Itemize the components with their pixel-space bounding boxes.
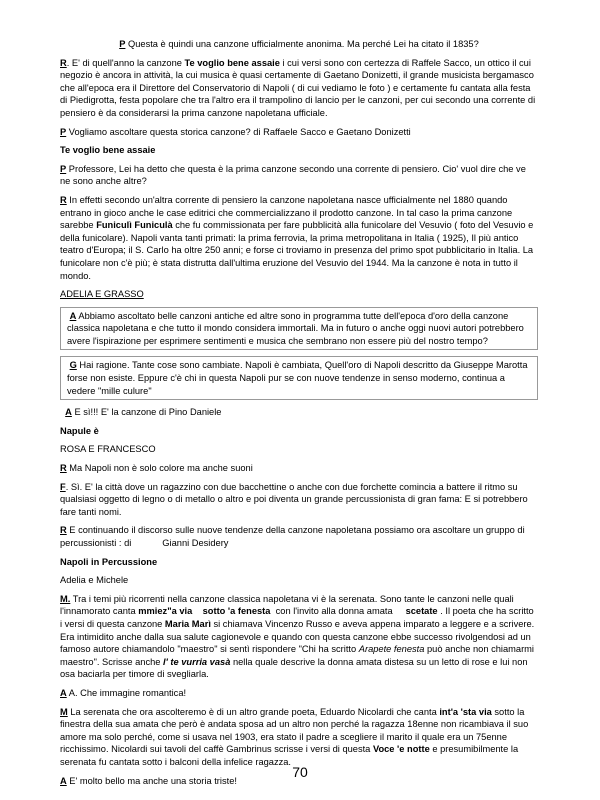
speaker-label: A [65,407,72,418]
question-new-authors [60,307,538,351]
paragraph-text: con l'invito alla donna amata [270,606,406,617]
answer-percussion [60,481,538,519]
answer-mille-culure [60,356,538,400]
song-title: Te voglio bene assaie [184,57,280,68]
song-heading: Napule è [60,425,99,436]
question-other-currents [60,163,538,188]
paragraph-text: Vogliamo ascoltare questa storica canzone? di Raffaele Sacco e Gaetano Donizetti [66,126,411,137]
speaker-label: F [60,481,66,492]
paragraph-text: si chiamava Vincenzo Russo e aveva appena imparato a leggere e a scrivere. Era intimidito anche dalla sua salute cagionevole e quando con questa canzone ebbe successo rivolgendosi ad un famoso autore chiamandolo "maestro" si sentì rispondere "Chi ha scritto [60,618,535,655]
speaker-label: M [60,706,68,717]
paragraph-text: In effetti secondo un'altra corrente di pensiero la canzone napoletana nasce ufficialmente nel 1880 quando entrano in gioco anche le case editrici che commercializzano il prodotto canzone. In tal caso la prima canzone sarebbe [60,194,513,231]
paragraph-text: Professore, Lei ha detto che questa è la prima canzone secondo una corrente di pensiero. Cio' vuol dire che ve ne sono anche altre? [60,163,526,187]
song-title: int'a 'sta via [439,706,492,717]
paragraph-text: . E' di quell'anno la canzone [66,57,185,68]
paragraph-text: E sì!!! E' la canzone di Pino Daniele [71,407,222,418]
answer-te-voglio-bene [60,57,538,120]
song-title: Funiculì Funiculà [96,220,173,231]
speaker-label: R [60,57,67,68]
paragraph-text: E continuando il discorso sulle nuove tendenze della canzone napoletana possiamo ora ascoltare un gruppo di percussionisti : di Gianni Desidery [60,525,528,548]
paragraph-text: sotto la finestra della sua amata che però è andata sposa ad un altro non perché la ragazza 18enne non ricambiava il suo amore ma solo perché, come si usava nel 1903, era stato il padre a scegliere il marito il quale era un 75enne ricchissimo. Nicolardi sui tavoli del caffè Gambrinus scrisse i versi di questa [60,706,529,755]
page-number: 70 [292,764,308,780]
paragraph-text: . Sì. E' la città dove un ragazzino con due bacchettine o anche con due forchette comincia a battere il ritmo su qualsiasi oggetto di legno o di metallo o altro e poi diventa un grande percussionista di gran fama: E si potrebbero fare tanti nomi. [60,481,528,517]
paragraph-text: . Il poeta che ha scritto i versi di questa canzone [60,606,534,629]
paragraph-text: La serenata che ora ascolteremo è di un altro grande poeta, Eduardo Nicolardi che canta [67,706,440,717]
remark-romantic [60,687,538,700]
song-title: Voce 'e notte [372,744,430,755]
song-title: Arapete fenesta [358,644,425,655]
answer-serenata [60,593,538,681]
remark-percussion-group [60,524,538,549]
paragraph-text: nella quale descrive la donna amata distesa su un letto di rose e lui non osa baciarla per timore di svegliarla. [60,656,528,680]
section-speakers: ROSA E FRANCESCO [60,444,156,455]
section-speakers: ADELIA E GRASSO [60,289,144,300]
document-page [60,38,538,793]
remark-suoni [60,462,538,475]
speaker-label: R [60,194,67,205]
section-speakers: Adelia e Michele [60,575,129,586]
paragraph-text: Hai ragione. Tante cose sono cambiate. Napoli è cambiata, Quell'oro di Napoli descritto da Giuseppe Marotta forse non esiste. Eppure c'è chi in questa Napoli pur se con nuove tendenze in senso moderno, continua a vedere "mille culure" [67,360,528,396]
paragraph-text: Questa è quindi una canzone ufficialmente anonima. Ma perché Lei ha citato il 1835? [125,39,479,49]
paragraph-text: Ma Napoli non è solo colore ma anche suoni [66,463,253,474]
speaker-label: R [60,525,67,536]
song-title: mmiez"a via sotto 'a fenesta [138,606,271,617]
speaker-label: P [119,39,126,49]
song-heading: Napoli in Percussione [60,556,158,567]
question-listen [60,126,538,139]
speaker-label: A [69,310,77,321]
question-1835 [60,38,538,51]
song-title: Maria Marì [164,618,211,629]
paragraph-text: può anche non chiamarmi maestro". Scrisse anche [60,644,534,667]
answer-funicolare [60,194,538,282]
paragraph-text: e presumibilmente la serenata fu cantata sotto i balconi della infelice ragazza. [60,744,519,767]
song-title: l' te vurria vasà [163,656,231,667]
speaker-label: A [60,687,67,698]
speaker-label: P [60,126,67,137]
paragraph-text: Abbiamo ascoltato belle canzoni antiche ed altre sono in programma tutte dell'epoca d'oro della canzone classica napoletana e che tutto il mondo considera immortali. Ma in futuro o anche oggi nuovi autori potrebbero avere l'ispirazione per esprimere sentimenti e musica che sembrano non essere più del nostro tempo? [67,310,524,346]
paragraph-text: A. Che immagine romantica! [66,687,187,698]
speaker-label: M. [60,593,71,604]
answer-pino-daniele [60,406,538,419]
song-title: scetate [405,606,438,617]
answer-voce-e-notte [60,706,538,769]
speaker-label: R [60,463,67,474]
song-heading: Te voglio bene assaie [60,145,156,156]
paragraph-text: che fu commissionata per fare pubblicità alla funicolare del Vesuvio ( foto del Vesuvio e della funicolare). Napoli vanta tanti primati: la prima ferrovia, la prima metropolitana in Italia ( 1925), Il più antico teatro d'Europa; il S. Carlo ha oltre 250 anni; e forse ci troviamo in presenza del primo spot pubblicitario in Italia. La funicolare non c'è più; è stata distrutta dall'ultima eruzione del Vesuvio del 1944. Ma la canzone è nota in tutto il mondo. [60,220,534,281]
speaker-label: G [69,360,77,371]
paragraph-text: E' molto bello ma anche una storia triste! [66,775,237,786]
speaker-label: P [60,163,67,174]
paragraph-text: Tra i temi più ricorrenti nella canzone classica napoletana vi è la serenata. Sono tante le canzoni nelle quali l'innamorato canta [60,593,514,617]
paragraph-text: i cui versi sono con certezza di Raffele Sacco, un ottico il cui negozio è ancora in attività, la cui musica è quasi certamente di Gaetano Donizetti, il grande musicista bergamasco che all'epoca era il Direttore del Conservatorio di Napoli ( di cui vediamo le foto ) e certamente fu cantata alla festa di Piedigrotta, festa popolare che tra l'altro era il trampolino di lancio per le canzoni, per cui secondo una corrente di pensiero è da considerarsi la prima canzone napoletana ufficiale. [60,57,536,118]
speaker-label: A [60,775,67,786]
